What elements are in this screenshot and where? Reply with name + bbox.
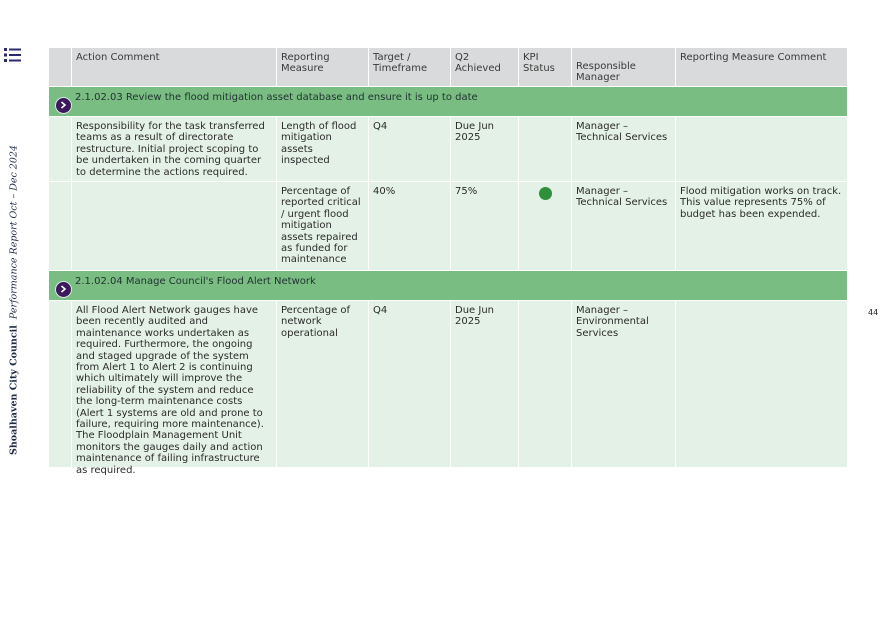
list-icon[interactable] <box>4 47 21 63</box>
header-action-comment: Action Comment <box>72 48 277 86</box>
action-group-row <box>49 86 847 116</box>
row-spacer <box>49 301 72 467</box>
organisation-name: Shoalhaven City Council <box>8 325 20 455</box>
header-kpi-status: KPI Status <box>519 48 572 86</box>
action-group-row <box>49 270 847 300</box>
sidebar-report-label <box>9 145 20 455</box>
expand-chevron-icon[interactable] <box>55 281 72 298</box>
action-group-title: 2.1.02.03 Review the flood mitigation asset database and ensure it is up to date <box>75 91 478 103</box>
header-spacer <box>49 48 72 86</box>
action-comment-cell <box>72 182 277 270</box>
row-spacer <box>49 117 72 181</box>
responsible-manager-cell: Manager – Environmental Services <box>572 301 676 467</box>
measure-comment-cell <box>676 301 847 467</box>
header-reporting-measure: Reporting Measure <box>277 48 369 86</box>
reporting-measure-cell: Percentage of reported critical / urgent flood mitigation assets repaired as funded for maintenance <box>277 182 369 270</box>
header-target: Target / Timeframe <box>369 48 451 86</box>
action-comment-cell: Responsibility for the task transferred teams as a result of directorate restructure. Initial project scoping to be undertaken in the coming quarter to determine the actions required. <box>72 117 277 181</box>
expand-chevron-icon[interactable] <box>55 97 72 114</box>
report-title: Performance Report Oct – Dec 2024 <box>8 145 20 320</box>
table-row <box>49 300 847 476</box>
header-q2-achieved: Q2 Achieved <box>451 48 519 86</box>
action-group-title: 2.1.02.04 Manage Council's Flood Alert Network <box>75 275 316 287</box>
achieved-cell: 75% <box>451 182 519 270</box>
table-row <box>49 116 847 181</box>
header-responsible-manager: Responsible Manager <box>572 48 676 86</box>
performance-table <box>49 48 847 476</box>
target-cell: 40% <box>369 182 451 270</box>
target-cell: Q4 <box>369 301 451 467</box>
kpi-status-cell <box>519 301 572 467</box>
reporting-measure-cell: Percentage of network operational <box>277 301 369 467</box>
page-number: 44 <box>868 308 879 317</box>
achieved-cell: Due Jun 2025 <box>451 117 519 181</box>
target-cell: Q4 <box>369 117 451 181</box>
measure-comment-cell <box>676 117 847 181</box>
responsible-manager-cell: Manager – Technical Services <box>572 182 676 270</box>
table-row <box>49 181 847 270</box>
responsible-manager-cell: Manager – Technical Services <box>572 117 676 181</box>
table-header-row <box>49 48 847 86</box>
header-measure-comment: Reporting Measure Comment <box>680 52 827 63</box>
action-comment-cell: All Flood Alert Network gauges have been recently audited and maintenance works undertaken as required. Furthermore, the ongoing and staged upgrade of the system from Alert 1 to Alert 2 is continuing which ultimately will improve the reliability of the system and reduce the long-term maintenance costs (Alert 1 systems are old and prone to failure, requiring more maintenance). The Floodplain Management Unit monitors the gauges daily and action maintenance of failing infrastructure as required. <box>72 301 277 467</box>
achieved-cell: Due Jun 2025 <box>451 301 519 467</box>
measure-comment-cell: Flood mitigation works on track. This value represents 75% of budget has been expended. <box>680 186 842 220</box>
kpi-status-green-dot <box>539 187 552 200</box>
row-spacer <box>49 182 72 270</box>
kpi-status-cell <box>519 182 572 270</box>
reporting-measure-cell: Length of flood mitigation assets inspected <box>277 117 369 181</box>
kpi-status-cell <box>519 117 572 181</box>
